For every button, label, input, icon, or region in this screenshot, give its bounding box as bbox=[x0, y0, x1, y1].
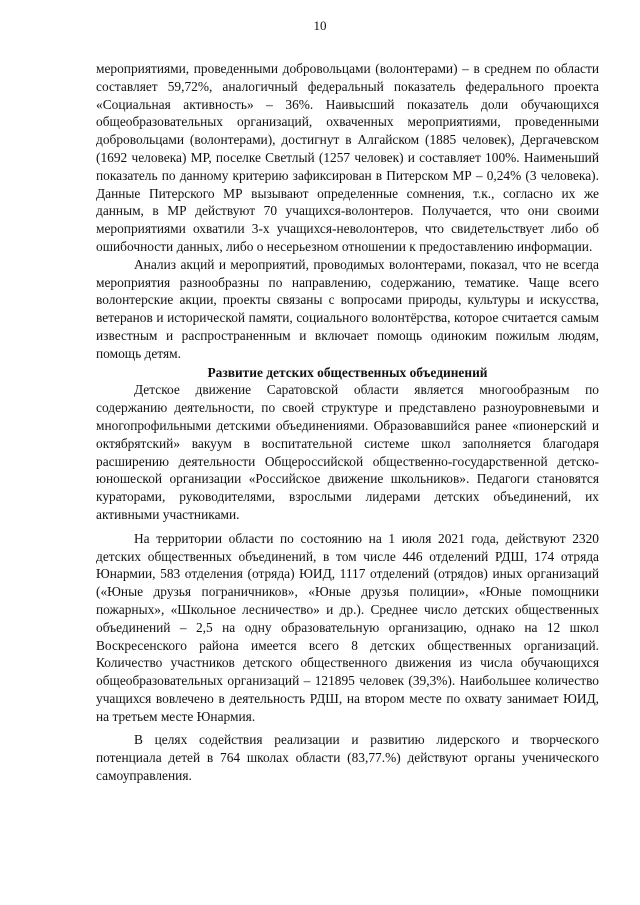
paragraph-children-movement: Детское движение Саратовской области является многообразным по содержанию деятельности, по своей структуре и представлено разноуровневыми и многопрофильными детскими объединениями. Образовавшийся ранее «пионерский и октябрятский» вакуум в воспитательной системе школ заполняется благодаря расширению деятельности Общероссийской общественно-государственной детско-юношеской организации «Российское движение школьников». Педагоги становятся кураторами, руководителями, взрослыми лидерами детских объединений, их активными участниками. bbox=[96, 382, 599, 522]
paragraph-volunteer-coverage: мероприятиями, проведенными добровольцами (волонтерами) – в среднем по области составляет 59,72%, аналогичный федеральный показатель федерального проекта «Социальная активность» – 36%. Наивысший показатель доли обучающихся общеобразовательных организаций, охваченных мероприятиями, проведенными добровольцами (волонтерами), достигнут в Алгайском (1885 человек), Дергачевском (1692 человека) МР, поселке Светлый (1257 человек) и составляет 100%. Наименьший показатель по данному критерию зафиксирован в Питерском МР – 0,24% (3 человека). Данные Питерского МР вызывают определенные сомнения, т.к., согласно их же данным, в МР действуют 70 учащихся-волонтеров. Получается, что они своими мероприятиями охватили 3-х учащихся-неволонтеров, что свидетельствует либо об ошибочности данных, либо о несерьезном отношении к предоставлению информации. bbox=[96, 61, 599, 254]
page-number: 10 bbox=[313, 18, 327, 33]
paragraph-student-self-government: В целях содействия реализации и развитию лидерского и творческого потенциала детей в 764 школах области (83,77.%) действуют органы ученического самоуправления. bbox=[96, 732, 599, 784]
paragraph-volunteer-actions-analysis: Анализ акций и мероприятий, проводимых волонтерами, показал, что не всегда мероприятия разнообразны по направлению, содержанию, тематике. Чаще всего волонтерские акции, проекты связаны с вопросами природы, культуры и искусства, ветеранов и исторической памяти, социального волонтёрства, которое считается самым известным и распространенным и включает помощь одиноким пожилым людям, помощь детям. bbox=[96, 256, 599, 361]
document-body bbox=[96, 60, 599, 785]
paragraph-associations-statistics: На территории области по состоянию на 1 июля 2021 года, действуют 2320 детских общественных объединений, в том числе 446 отделений РДШ, 174 отряда Юнармии, 583 отделения (отряда) ЮИД, 1117 отделений (отрядов) иных организаций («Юные друзья пограничников», «Юные друзья полиции», «Юные помощники пожарных», «Школьное лесничество» и др.). Среднее число детских общественных объединений – 2,5 на одну образовательную организацию, однако на 12 школ Воскресенского района имеется всего 8 детских общественных организаций. Количество участников детского общественного движения из числа обучающихся общеобразовательных организаций – 121895 человек (39,3%). Наибольшее количество учащихся вовлечено в деятельность РДШ, на втором месте по охвату занимает ЮИД, на третьем месте Юнармия. bbox=[96, 530, 599, 724]
section-heading: Развитие детских общественных объединений bbox=[207, 364, 488, 380]
